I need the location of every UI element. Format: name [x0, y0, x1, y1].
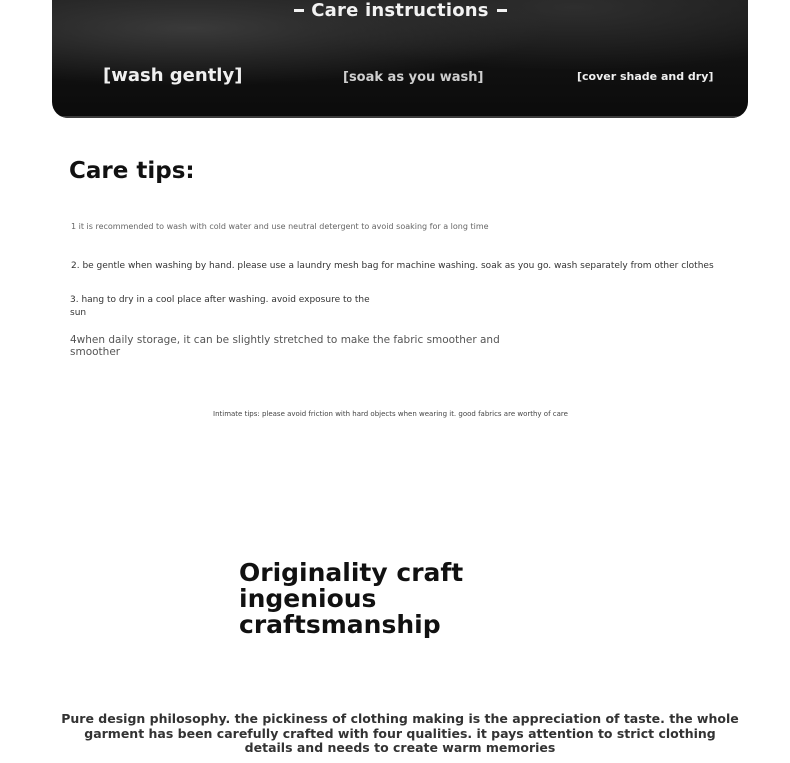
craft-title-line-3: craftsmanship [239, 610, 441, 639]
method-soak-as-you-wash: [soak as you wash] [343, 70, 484, 85]
care-tip-4: 4when daily storage, it can be slightly stretched to make the fabric smoother and smoother [70, 334, 500, 358]
care-tip-2: 2. be gentle when washing by hand. please use a laundry mesh bag for machine washing. soak as you go. wash separately from other clothes [71, 261, 714, 271]
method-wash-gently: [wash gently] [103, 65, 243, 86]
care-tip-3: 3. hang to dry in a cool place after washing. avoid exposure to the sun [70, 295, 370, 318]
care-instructions-banner [52, 0, 748, 118]
craft-title [239, 560, 463, 638]
craft-title-line-2: ingenious [239, 584, 377, 613]
method-cover-shade-and-dry: [cover shade and dry] [577, 70, 714, 83]
design-philosophy-text: Pure design philosophy. the pickiness of clothing making is the appreciation of taste. the whole garment has been carefully crafted with four qualities. it pays attention to strict clothing details and needs to create warm memories [61, 711, 739, 755]
banner-title: Care instructions [311, 0, 489, 21]
title-dash-right [497, 9, 507, 12]
intimate-tips: Intimate tips: please avoid friction with hard objects when wearing it. good fabrics are worthy of care [213, 410, 568, 418]
care-tips-heading: Care tips: [69, 158, 195, 184]
craft-title-line-1: Originality craft [239, 558, 464, 587]
care-tip-1: 1 it is recommended to wash with cold water and use neutral detergent to avoid soaking for a long time [71, 222, 489, 231]
